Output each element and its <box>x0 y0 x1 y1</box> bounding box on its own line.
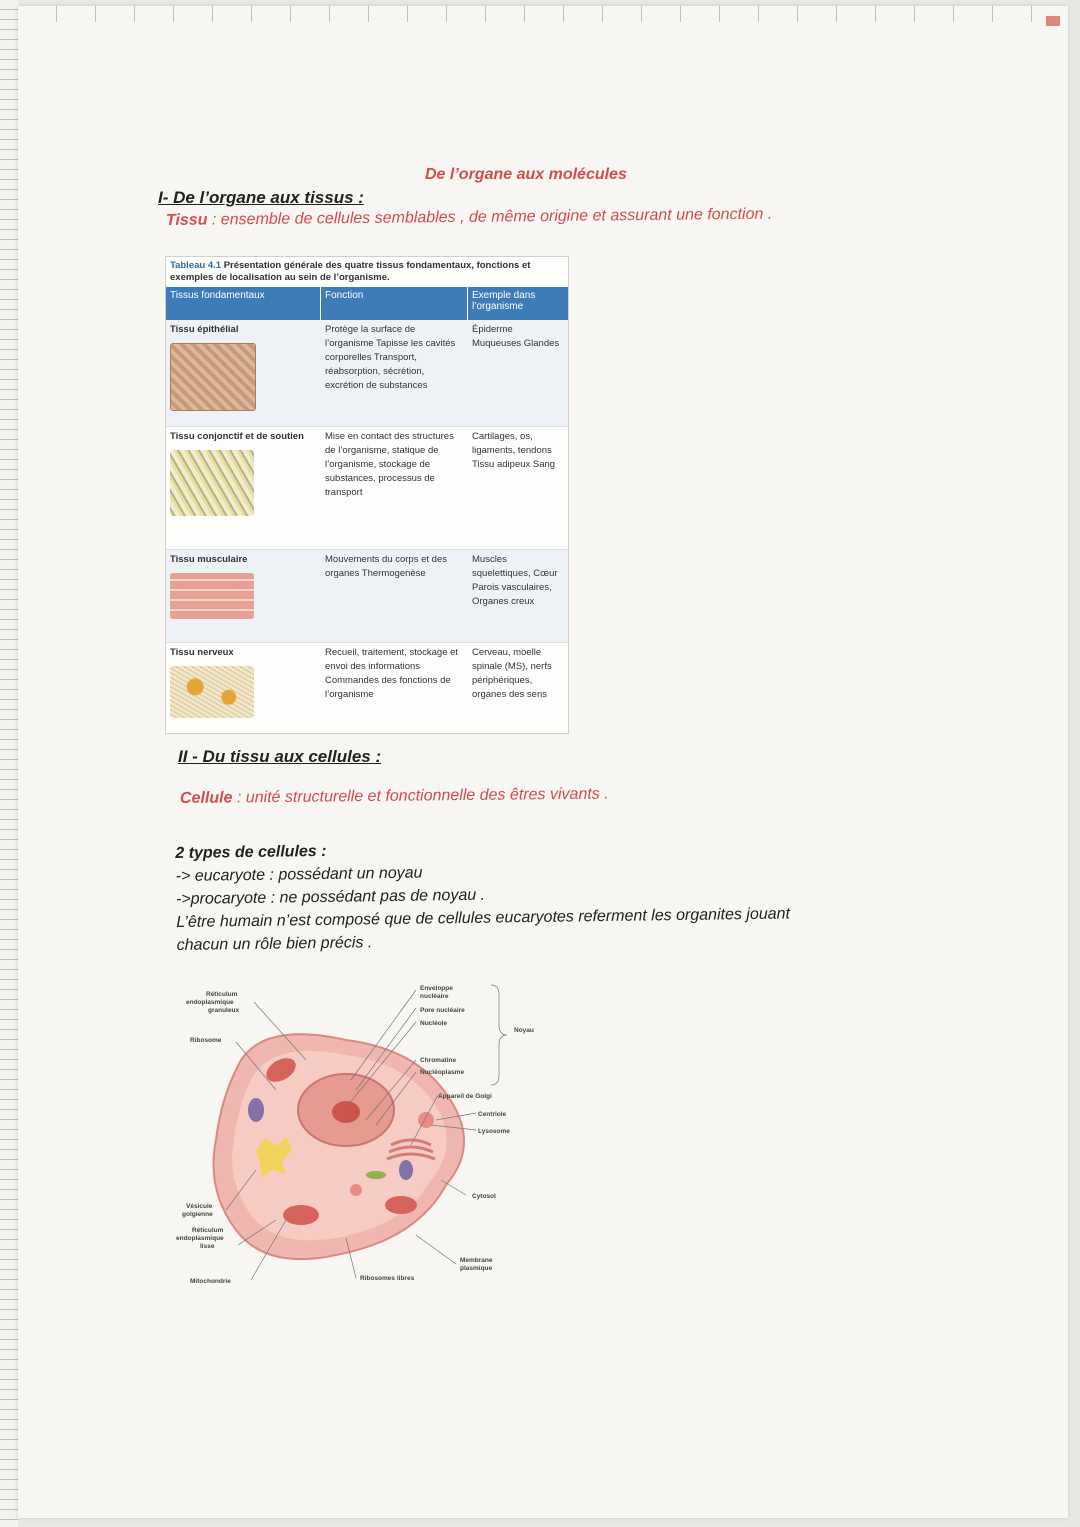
label-nucleole: Nucléole <box>420 1020 448 1027</box>
table-cell-example: Muscles squelettiques, Cœur Parois vasculaires, Organes creux <box>468 550 568 642</box>
svg-text:endoplasmique: endoplasmique <box>186 999 234 1006</box>
table-caption-label: Tableau 4.1 <box>170 260 222 271</box>
nervous-tissue-image <box>170 666 254 718</box>
label-rer: Réticulum <box>206 991 238 998</box>
label-membrane: Membrane <box>460 1257 493 1264</box>
table-row <box>166 427 568 550</box>
label-ribosomes-libres: Ribosomes libres <box>360 1275 415 1282</box>
table-cell-tissue: Tissu épithélial <box>166 320 321 426</box>
svg-text:lisse: lisse <box>200 1243 215 1250</box>
human-cells-line: L’être humain n’est composé que de cellules eucaryotes referment les organites jouant <box>176 905 791 931</box>
label-lysosome: Lysosome <box>478 1128 510 1135</box>
table-cell-function: Protège la surface de l’organisme Tapisse les cavités corporelles Transport, réabsorption, sécrétion, excrétion de substances <box>321 320 468 426</box>
binder-strip <box>0 0 18 1527</box>
label-cytosol: Cytosol <box>472 1193 496 1200</box>
connective-tissue-image <box>170 450 254 516</box>
table-body <box>166 320 568 731</box>
table-cell-tissue: Tissu nerveux <box>166 643 321 731</box>
document-title: De l’organe aux molécules <box>425 166 627 183</box>
mitochondrion-shape <box>283 1205 319 1225</box>
table-header-row <box>166 287 568 320</box>
table-cell-tissue: Tissu musculaire <box>166 550 321 642</box>
label-vesicule: Vésicule <box>186 1203 213 1210</box>
table-row <box>166 643 568 731</box>
vesicle-shape <box>350 1184 362 1196</box>
red-tab-marker <box>1046 16 1060 26</box>
epithelial-tissue-image <box>170 343 256 411</box>
prokaryote-line: ->procaryote : ne possédant pas de noyau . <box>175 886 486 908</box>
blue-organelle-shape <box>248 1098 264 1122</box>
svg-text:granuleux: granuleux <box>208 1007 240 1014</box>
label-nucleoplasme: Nucléoplasme <box>420 1069 465 1076</box>
label-centriole: Centriole <box>478 1111 507 1118</box>
table-cell-function: Recueil, traitement, stockage et envoi des informations Commandes des fonctions de l’organisme <box>325 647 459 700</box>
cell-types-block <box>175 832 877 957</box>
human-cells-line-2: chacun un rôle bien précis . <box>176 934 373 954</box>
tissu-term: Tissu <box>165 211 208 229</box>
tissues-table <box>165 256 569 734</box>
table-cell-example: Cartilages, os, ligaments, tendons Tissu adipeux Sang <box>472 431 556 470</box>
table-cell-example: Épiderme Muqueuses Glandes <box>468 320 568 426</box>
section1-heading: I- De l’organe aux tissus : <box>158 188 364 207</box>
label-noyau: Noyau <box>514 1027 534 1034</box>
table-cell-example: Cerveau, moelle spinale (MS), nerfs périphériques, organes des sens <box>472 647 552 700</box>
svg-text:golgienne: golgienne <box>182 1211 213 1218</box>
label-golgi: Appareil de Golgi <box>438 1093 492 1100</box>
table-header-example: Exemple dans l’organisme <box>472 290 536 312</box>
label-enveloppe: Enveloppe <box>420 985 453 992</box>
label-rel: Réticulum <box>192 1227 224 1234</box>
table-header-function: Fonction <box>321 287 468 320</box>
table-header-tissue: Tissus fondamentaux <box>166 287 321 320</box>
cellule-term: Cellule <box>179 789 233 807</box>
table-cell-function: Mise en contact des structures de l’organisme, statique de l’organisme, stockage de substances, processus de transport <box>325 431 454 498</box>
svg-text:plasmique: plasmique <box>460 1265 493 1272</box>
label-pore: Pore nucléaire <box>420 1007 465 1014</box>
table-cell-tissue: Tissu conjonctif et de soutien <box>166 427 321 549</box>
table-caption-text: Présentation générale des quatre tissus fondamentaux, fonctions et exemples de localisation au sein de l’organisme. <box>170 260 531 283</box>
svg-text:nucléaire: nucléaire <box>420 993 449 1000</box>
label-chromatine: Chromatine <box>420 1057 457 1064</box>
cell-diagram <box>176 980 536 1300</box>
table-row <box>166 550 568 643</box>
green-organelle-shape <box>366 1171 386 1179</box>
label-mitochondrie: Mitochondrie <box>190 1278 231 1285</box>
tissu-definition-text: : ensemble de cellules semblables , de même origine et assurant une fonction . <box>207 205 773 229</box>
top-ruler-marks <box>18 6 1068 22</box>
eukaryote-line: -> eucaryote : possédant un noyau <box>175 864 423 886</box>
mitochondrion-shape <box>385 1196 417 1214</box>
blue-organelle-shape <box>399 1160 413 1180</box>
table-caption <box>166 257 568 287</box>
svg-text:endoplasmique: endoplasmique <box>176 1235 224 1242</box>
nucleolus-shape <box>332 1101 360 1123</box>
label-ribosome: Ribosome <box>190 1037 222 1044</box>
lysosome-shape <box>418 1112 434 1128</box>
muscle-tissue-image <box>170 573 254 619</box>
table-cell-function: Mouvements du corps et des organes Thermogenèse <box>321 550 468 642</box>
cell-types-heading: 2 types de cellules : <box>175 842 327 863</box>
table-row <box>166 320 568 427</box>
section2-heading: II - Du tissu aux cellules : <box>178 747 382 766</box>
cellule-definition-text: : unité structurelle et fonctionnelle des êtres vivants . <box>232 785 609 807</box>
